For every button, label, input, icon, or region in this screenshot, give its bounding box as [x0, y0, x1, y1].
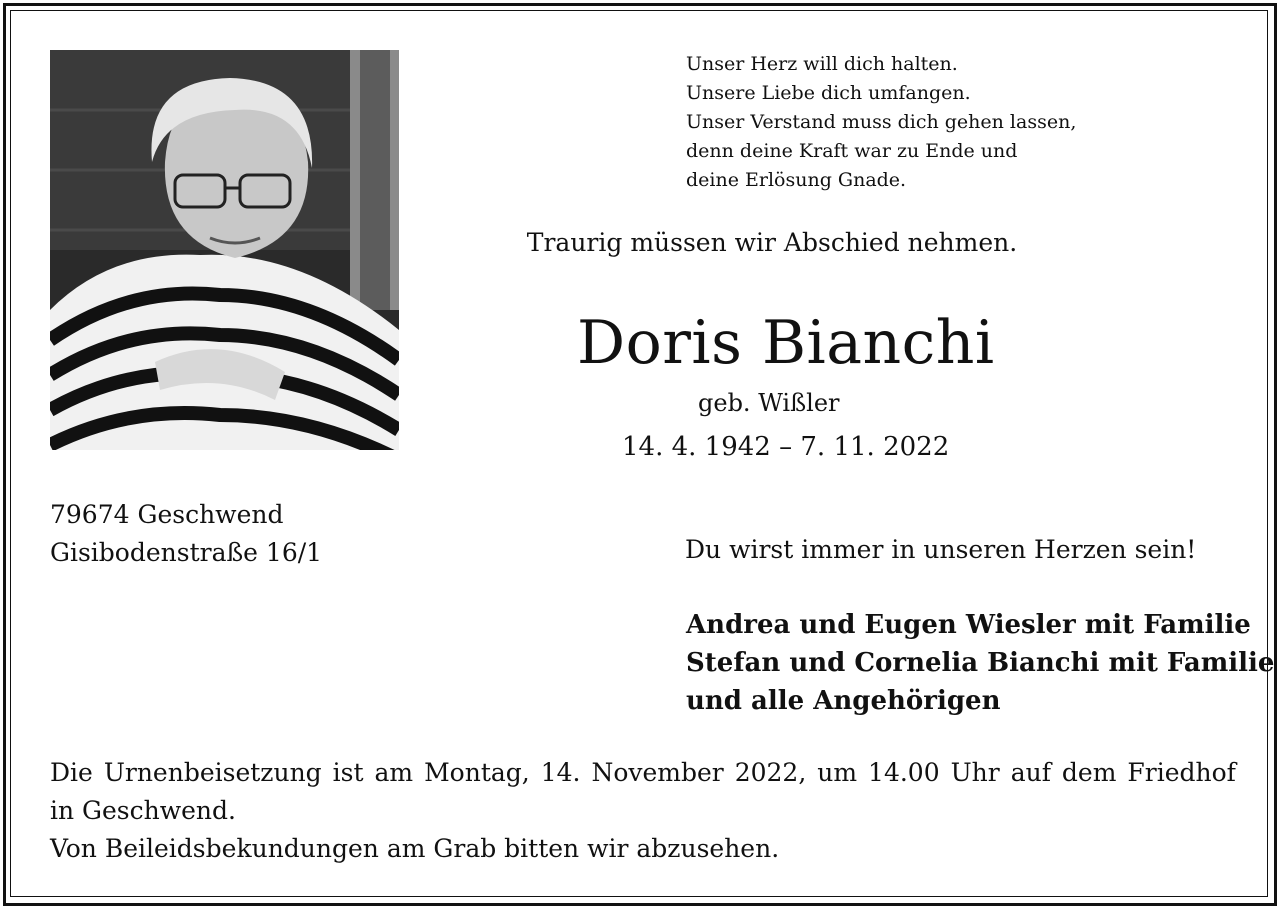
notice-word: 14.00 [868, 758, 940, 787]
notice-word: Die [50, 758, 93, 787]
address-line-2: Gisibodenstraße 16/1 [50, 538, 323, 567]
notice-word: 14. [540, 758, 581, 787]
poem-line: denn deine Kraft war zu Ende und [686, 140, 1018, 162]
notice-word: dem [1061, 758, 1117, 787]
mourner-line: Stefan und Cornelia Bianchi mit Familie [686, 648, 1275, 678]
mourner-line: und alle Angehörigen [686, 686, 1001, 716]
mourner-line: Andrea und Eugen Wiesler mit Familie [686, 610, 1251, 640]
notice-word: November [591, 758, 724, 787]
memory-quote: Du wirst immer in unseren Herzen sein! [685, 535, 1197, 564]
notice-word: Friedhof [1127, 758, 1236, 787]
notice-word: ist [332, 758, 364, 787]
deceased-name: Doris Bianchi [577, 308, 995, 378]
life-dates: 14. 4. 1942 – 7. 11. 2022 [622, 432, 950, 462]
poem-line: Unsere Liebe dich umfangen. [686, 82, 971, 104]
poem [686, 50, 1076, 195]
notice-word: um [817, 758, 858, 787]
notice-line-1 [50, 754, 1236, 792]
farewell-text: Traurig müssen wir Abschied nehmen. [526, 228, 1018, 257]
notice-line-3: Von Beileidsbekundungen am Grab bitten wir abzusehen. [50, 834, 780, 863]
notice-word: Uhr [950, 758, 1000, 787]
address-line-1: 79674 Geschwend [50, 500, 284, 529]
poem-line: deine Erlösung Gnade. [686, 169, 907, 191]
notice-line-2: in Geschwend. [50, 796, 236, 825]
poem-line: Unser Herz will dich halten. [686, 53, 958, 75]
poem-line: Unser Verstand muss dich gehen lassen, [686, 111, 1077, 133]
mourners-list [686, 606, 1274, 720]
farewell-heading [0, 228, 1280, 257]
notice-word: auf [1010, 758, 1051, 787]
address [50, 496, 322, 572]
notice-word: Montag, [424, 758, 530, 787]
notice-word: Urnenbeisetzung [103, 758, 322, 787]
notice-word: am [374, 758, 414, 787]
funeral-notice [50, 754, 1236, 868]
birth-name: geb. Wißler [698, 389, 840, 417]
notice-word: 2022, [734, 758, 807, 787]
